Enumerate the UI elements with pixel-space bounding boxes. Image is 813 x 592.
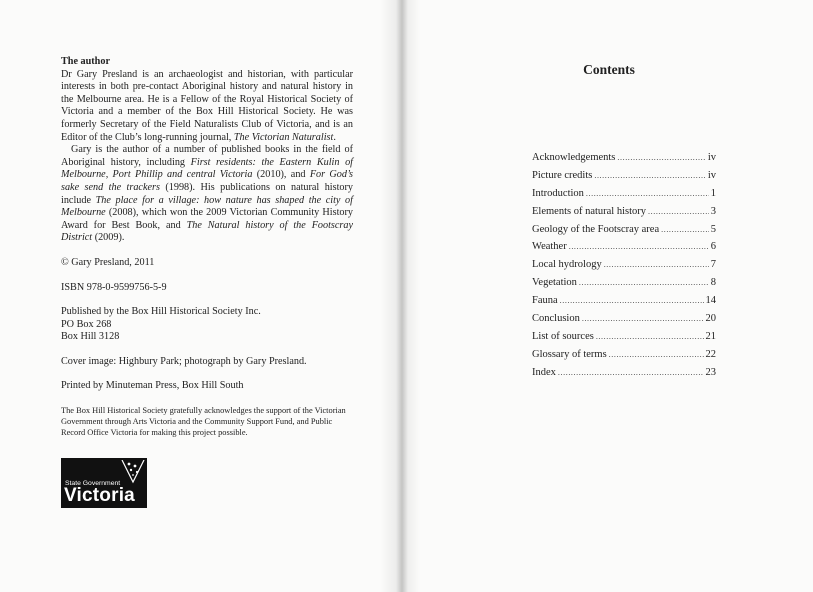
author-books-paragraph: [61, 144, 353, 245]
southern-cross-icon: [120, 460, 146, 484]
toc-leader: [596, 332, 704, 341]
toc-entry: [532, 367, 716, 385]
toc-entry: [532, 277, 716, 295]
journal-title: The Victorian Naturalist: [233, 131, 334, 143]
author-books-text: Gary is the author of a number of published books in the field of Aboriginal history, including: [61, 144, 353, 168]
toc-label: List of sources: [532, 330, 594, 342]
toc-page: 7: [710, 259, 716, 271]
toc-page: 14: [705, 295, 716, 307]
toc-label: Glossary of terms: [532, 348, 607, 360]
toc-entry: [532, 170, 716, 188]
toc-page: 1: [710, 187, 716, 199]
contents-title: Contents: [583, 62, 635, 77]
book-title: The Natural history of the Footscray District: [61, 219, 353, 244]
toc-label: Geology of the Footscray area: [532, 223, 660, 235]
toc-entry: [532, 152, 716, 170]
toc-leader: [594, 171, 705, 180]
author-heading: The author: [61, 56, 110, 67]
table-of-contents: [532, 152, 716, 385]
toc-leader: [617, 153, 705, 162]
toc-entry: [532, 206, 716, 224]
toc-entry: [532, 295, 716, 313]
toc-page: 21: [705, 330, 716, 342]
toc-entry: [532, 241, 716, 259]
toc-page: iv: [707, 152, 716, 163]
toc-label: Picture credits: [532, 169, 593, 181]
logo-line-1: State Government: [65, 480, 121, 487]
author-bio-paragraph: [61, 69, 353, 145]
cover-image-credit: Cover image: Highbury Park; photograph by Gary Presland.: [61, 355, 307, 367]
author-books-text: (2008), which won the 2009 Victorian Community History Award for Best Book, and: [61, 207, 353, 231]
toc-page: iv: [707, 169, 716, 181]
logo-line-2: Victoria: [64, 485, 135, 506]
toc-leader: [586, 189, 709, 198]
toc-label: Conclusion: [532, 313, 580, 325]
toc-page: 5: [710, 223, 716, 235]
book-title: First residents: the Eastern Kulin of Melbourne, Port Phillip and central Victoria: [61, 156, 353, 181]
toc-label: Index: [532, 366, 556, 378]
toc-label: Local hydrology: [532, 259, 602, 271]
toc-leader: [609, 350, 704, 359]
toc-entry: [532, 188, 716, 206]
toc-page: 20: [705, 313, 716, 325]
toc-leader: [558, 368, 704, 377]
toc-page: 8: [710, 277, 716, 289]
book-title: For God’s sake send the trackers: [61, 169, 354, 193]
toc-entry: [532, 224, 716, 242]
isbn-line: ISBN 978-0-9599756-5-9: [61, 281, 167, 293]
toc-leader: [648, 207, 709, 216]
toc-label: Weather: [532, 241, 567, 253]
toc-label: Elements of natural history: [532, 205, 647, 217]
toc-page: 6: [710, 241, 716, 253]
toc-leader: [560, 296, 704, 305]
toc-page: 3: [710, 205, 716, 217]
toc-label: Vegetation: [532, 277, 577, 289]
toc-entry: [532, 349, 716, 367]
author-books-text: (2009).: [92, 232, 125, 244]
victoria-government-logo: [61, 458, 147, 508]
author-bio-text: .: [333, 131, 336, 143]
left-page: [61, 56, 353, 438]
toc-page: 22: [705, 348, 716, 360]
toc-leader: [582, 314, 704, 323]
publisher-city: Box Hill 3128: [61, 331, 120, 343]
copyright-line: © Gary Presland, 2011: [61, 256, 155, 268]
toc-leader: [604, 260, 709, 269]
toc-label: Introduction: [532, 187, 584, 199]
author-bio-text: Dr Gary Presland is an archaeologist and historian, with particular interests in both pre-contact Aboriginal history and natural history in the Melbourne area. He is a Fellow of the Royal Historical Society of Victoria and a member of the Box Hill Historical Society. He was formerly Secretary of the Field Naturalists Club of Victoria, and is an Editor of the Club’s long-running journal,: [61, 68, 353, 143]
printer-line: Printed by Minuteman Press, Box Hill South: [61, 380, 244, 392]
publisher-line: Published by the Box Hill Historical Society Inc.: [61, 306, 261, 318]
author-books-text: (2010), and: [252, 169, 310, 181]
toc-label: Fauna: [532, 295, 558, 307]
toc-entry: [532, 331, 716, 349]
toc-page: 23: [705, 366, 716, 378]
toc-entry: [532, 259, 716, 277]
acknowledgement-text: The Box Hill Historical Society gratefully acknowledges the support of the Victorian Government through Arts Victoria and the Community Support Fund, and Public Record Office Victoria for making this project possible.: [61, 406, 346, 438]
toc-leader: [569, 242, 709, 251]
toc-label: Acknowledgements: [532, 152, 616, 163]
toc-leader: [579, 278, 709, 287]
publisher-address: PO Box 268: [61, 318, 112, 330]
toc-leader: [661, 225, 709, 234]
book-gutter-shadow: [380, 0, 420, 592]
toc-entry: [532, 313, 716, 331]
book-title: The place for a village: how nature has shaped the city of Melbourne: [61, 194, 353, 219]
author-books-text: (1998). His publications on natural history include: [61, 181, 354, 206]
